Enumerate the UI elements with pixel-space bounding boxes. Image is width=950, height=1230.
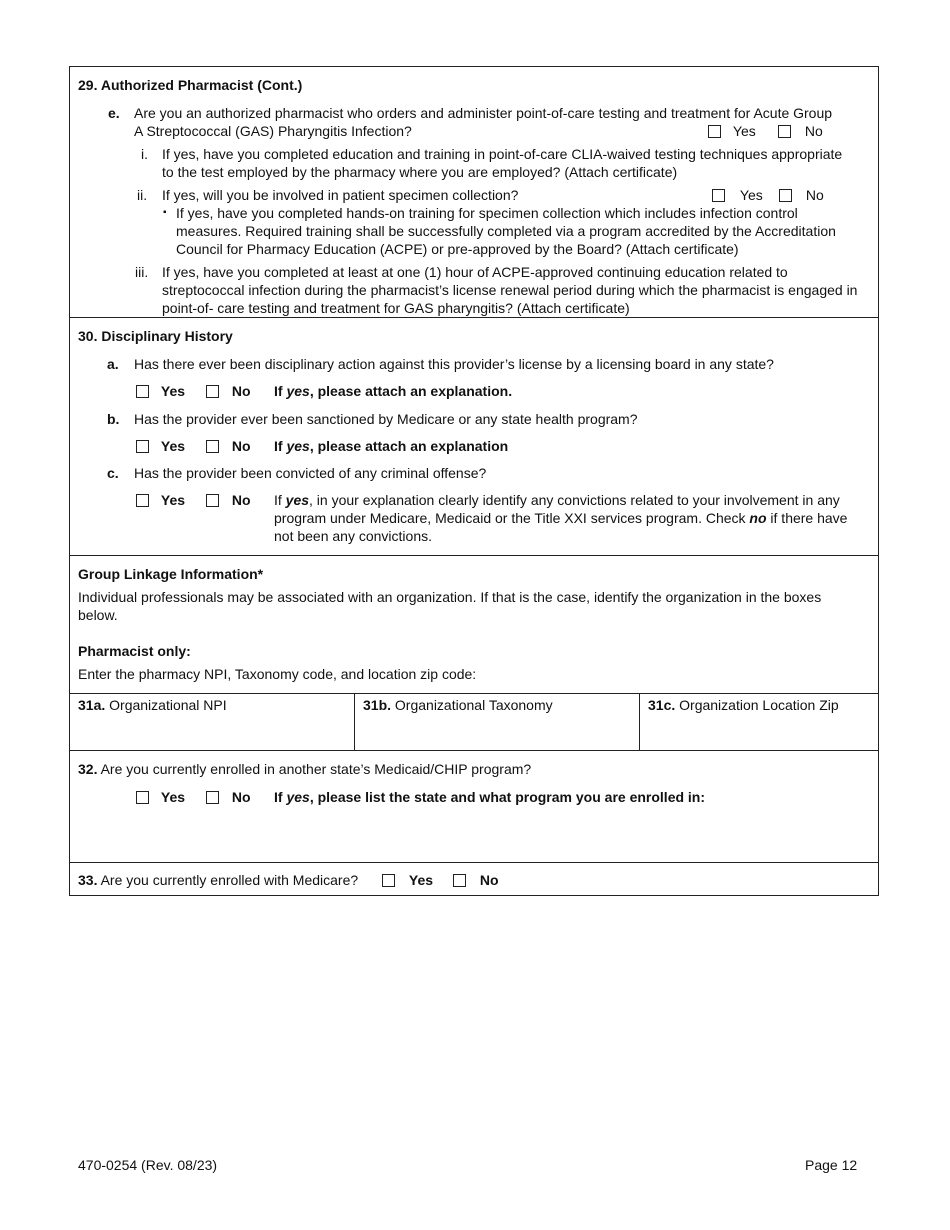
q33-question: 33. Are you currently enrolled with Medicare? bbox=[78, 872, 359, 888]
item-iii-text-1: If yes, have you completed at least at one (1) hour of ACPE-approved continuing education related to bbox=[162, 264, 788, 280]
item-c-yes-label: Yes bbox=[160, 492, 186, 508]
item-c-yes-checkbox[interactable] bbox=[136, 494, 149, 507]
group-linkage-text-2: below. bbox=[78, 607, 118, 623]
item-a-yes-option[interactable] bbox=[136, 382, 185, 400]
item-c-no-checkbox[interactable] bbox=[206, 494, 219, 507]
item-a-yes-checkbox[interactable] bbox=[136, 385, 149, 398]
pharmacist-only-text: Enter the pharmacy NPI, Taxonomy code, and location zip code: bbox=[78, 666, 477, 682]
q32-no-label: No bbox=[231, 789, 251, 805]
q32-yes-checkbox[interactable] bbox=[136, 791, 149, 804]
item-a-no-option[interactable] bbox=[206, 382, 251, 400]
item-b-yes-label: Yes bbox=[160, 438, 186, 454]
q32-no-option[interactable] bbox=[206, 788, 251, 806]
item-c-note-3: not been any convictions. bbox=[274, 528, 432, 544]
section-30-title: 30. Disciplinary History bbox=[78, 328, 233, 344]
item-iii-text-3: point-of- care testing and treatment for GAS pharyngitis? (Attach certificate) bbox=[162, 300, 630, 316]
org-taxonomy-label: Organizational Taxonomy bbox=[391, 697, 553, 713]
q33-yes-label: Yes bbox=[408, 872, 434, 888]
org-npi-label: Organizational NPI bbox=[105, 697, 227, 713]
item-iii-num: iii. bbox=[135, 264, 149, 280]
q32-yes-label: Yes bbox=[160, 789, 186, 805]
q33-no-checkbox[interactable] bbox=[453, 874, 466, 887]
item-ii-no-option[interactable] bbox=[779, 186, 824, 204]
org-zip-field[interactable] bbox=[640, 694, 878, 750]
item-ii-text: If yes, will you be involved in patient specimen collection? bbox=[162, 187, 519, 203]
item-ii-yes-option[interactable] bbox=[712, 186, 763, 204]
item-b-yes-option[interactable] bbox=[136, 437, 185, 455]
item-i-num: i. bbox=[141, 146, 148, 162]
item-iii-text-2: streptococcal infection during the pharmacist’s license renewal period during which the pharmacist is engaged in bbox=[162, 282, 858, 298]
item-i-text-1: If yes, have you completed education and training in point-of-care CLIA-waived testing techniques appropriate bbox=[162, 146, 843, 162]
item-b-no-option[interactable] bbox=[206, 437, 251, 455]
enrollment-form bbox=[69, 66, 879, 896]
item-c-letter: c. bbox=[107, 465, 119, 481]
item-c-no-option[interactable] bbox=[206, 491, 251, 509]
pharmacist-only-title: Pharmacist only: bbox=[78, 643, 191, 659]
item-a-text: Has there ever been disciplinary action against this provider’s license by a licensing board in any state? bbox=[134, 356, 774, 372]
item-a-yes-label: Yes bbox=[160, 383, 186, 399]
item-b-no-checkbox[interactable] bbox=[206, 440, 219, 453]
org-npi-field[interactable] bbox=[70, 694, 355, 750]
org-taxonomy-num: 31b. bbox=[363, 697, 392, 713]
item-e-no-checkbox[interactable] bbox=[778, 125, 791, 138]
item-c-yes-option[interactable] bbox=[136, 491, 185, 509]
q33-no-option[interactable] bbox=[453, 871, 499, 889]
item-b-note: If yes, please attach an explanation bbox=[274, 438, 509, 454]
item-c-note-1: If yes, in your explanation clearly identify any convictions related to your involvement in any bbox=[274, 492, 840, 508]
item-ii-no-label: No bbox=[805, 187, 824, 203]
q33-yes-option[interactable] bbox=[382, 871, 433, 889]
q32-question: 32. Are you currently enrolled in another state’s Medicaid/CHIP program? bbox=[78, 761, 532, 777]
item-c-no-label: No bbox=[231, 492, 251, 508]
section-29 bbox=[70, 67, 878, 318]
group-linkage-text-1: Individual professionals may be associated with an organization. If that is the case, identify the organization in the boxes bbox=[78, 589, 822, 605]
item-e-no-label: No bbox=[804, 123, 823, 139]
q32-yes-option[interactable] bbox=[136, 788, 185, 806]
bullet-text-1: If yes, have you completed hands-on training for specimen collection which includes infection control bbox=[176, 205, 798, 221]
page-number: Page 12 bbox=[805, 1157, 858, 1173]
org-taxonomy-field[interactable] bbox=[355, 694, 640, 750]
form-id: 470-0254 (Rev. 08/23) bbox=[78, 1157, 218, 1173]
q33-yes-checkbox[interactable] bbox=[382, 874, 395, 887]
item-b-no-label: No bbox=[231, 438, 251, 454]
item-e-letter: e. bbox=[108, 105, 120, 121]
section-30 bbox=[70, 318, 878, 556]
q32-no-checkbox[interactable] bbox=[206, 791, 219, 804]
item-e-no-option[interactable] bbox=[778, 122, 823, 140]
item-ii-no-checkbox[interactable] bbox=[779, 189, 792, 202]
item-ii-yes-label: Yes bbox=[739, 187, 763, 203]
bullet-text-3: Council for Pharmacy Education (ACPE) or pre-approved by the Board? (Attach certificate) bbox=[176, 241, 739, 257]
bullet-text-2: measures. Required training shall be successfully completed via a program accredited by the Accreditation bbox=[176, 223, 836, 239]
q32-note: If yes, please list the state and what program you are enrolled in: bbox=[274, 789, 706, 805]
section-33 bbox=[70, 863, 878, 895]
item-e-yes-option[interactable] bbox=[708, 122, 756, 140]
org-npi-num: 31a. bbox=[78, 697, 106, 713]
item-b-text: Has the provider ever been sanctioned by Medicare or any state health program? bbox=[134, 411, 638, 427]
item-i-text-2: to the test employed by the pharmacy where you are employed? (Attach certificate) bbox=[162, 164, 678, 180]
item-ii-num: ii. bbox=[137, 187, 148, 203]
item-ii-yes-checkbox[interactable] bbox=[712, 189, 725, 202]
org-zip-num: 31c. bbox=[648, 697, 676, 713]
item-e-text-2: A Streptococcal (GAS) Pharyngitis Infection? bbox=[134, 123, 412, 139]
bullet-icon: ▪ bbox=[163, 207, 167, 218]
item-e-text-1: Are you an authorized pharmacist who orders and administer point-of-care testing and treatment for Acute Group bbox=[134, 105, 833, 121]
q32-answer-area[interactable] bbox=[274, 809, 870, 855]
section-29-title: 29. Authorized Pharmacist (Cont.) bbox=[78, 77, 303, 93]
item-e-yes-checkbox[interactable] bbox=[708, 125, 721, 138]
item-a-note: If yes, please attach an explanation. bbox=[274, 383, 513, 399]
org-zip-label: Organization Location Zip bbox=[675, 697, 839, 713]
item-a-no-checkbox[interactable] bbox=[206, 385, 219, 398]
item-c-text: Has the provider been convicted of any criminal offense? bbox=[134, 465, 487, 481]
item-b-letter: b. bbox=[107, 411, 120, 427]
section-32 bbox=[70, 751, 878, 863]
item-b-yes-checkbox[interactable] bbox=[136, 440, 149, 453]
item-a-no-label: No bbox=[231, 383, 251, 399]
group-linkage-title: Group Linkage Information* bbox=[78, 566, 264, 582]
item-e-yes-label: Yes bbox=[732, 123, 756, 139]
item-c-note-2: program under Medicare, Medicaid or the Title XXI services program. Check no if there have bbox=[274, 510, 848, 526]
item-a-letter: a. bbox=[107, 356, 119, 372]
group-linkage-section bbox=[70, 556, 878, 694]
section-31-fields bbox=[70, 694, 878, 751]
q33-no-label: No bbox=[479, 872, 499, 888]
